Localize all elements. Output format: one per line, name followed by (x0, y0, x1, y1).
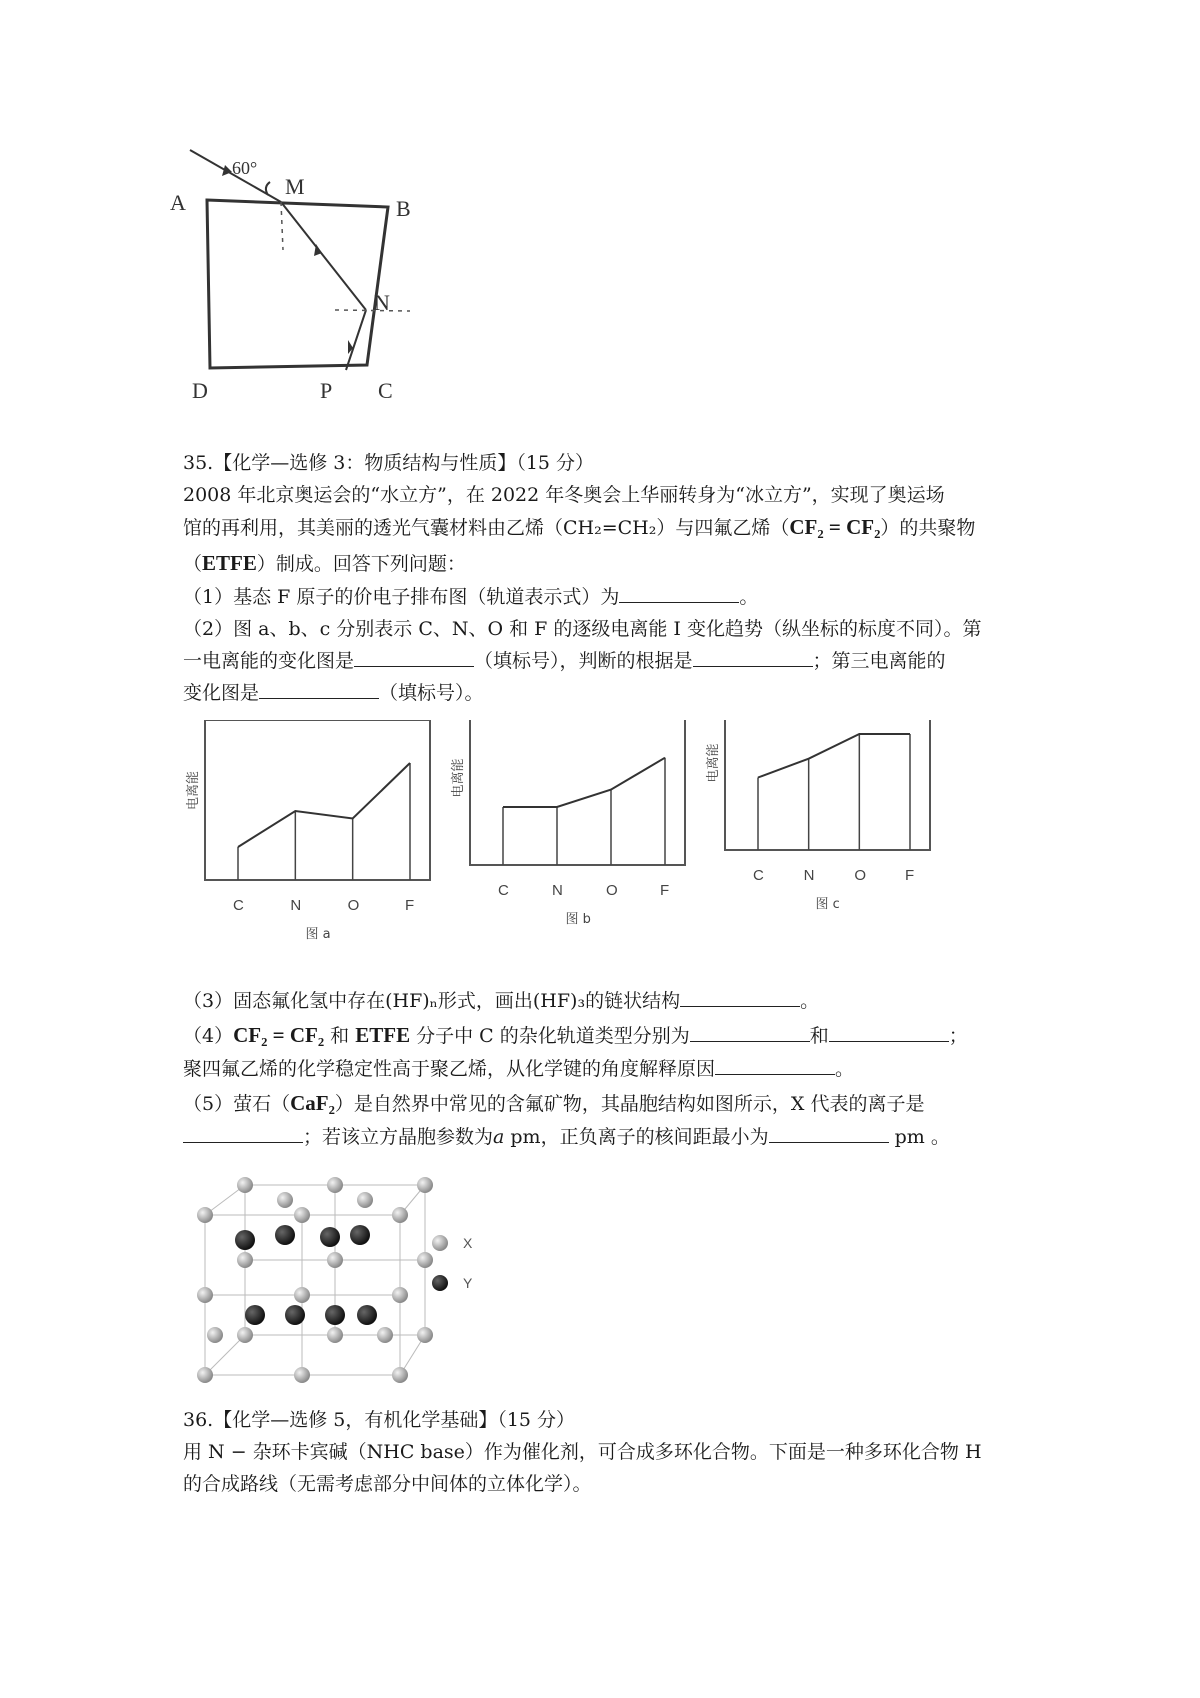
q35-title: 35.【化学—选修 3：物质结构与性质】（15 分） (183, 452, 595, 474)
chart-y-label: 电离能 (186, 770, 201, 810)
answer-blank-3[interactable] (693, 648, 813, 667)
p4-a: （4） (183, 1025, 234, 1047)
q35-part-2-line2 (183, 646, 946, 676)
legend-y-atom (432, 1275, 448, 1291)
p5-2a: ；若该立方晶胞参数为 (303, 1126, 494, 1148)
x-ion (357, 1192, 373, 1208)
p5-a: （5）萤石（ (183, 1093, 291, 1115)
x-ion (327, 1177, 343, 1193)
q35-part-1 (183, 582, 758, 612)
x-ion (197, 1207, 213, 1223)
x-ion (237, 1177, 253, 1193)
chart-series-line (503, 758, 665, 807)
chart-1 (450, 720, 685, 927)
p4-f: 和 (809, 1025, 829, 1047)
y-ion (285, 1305, 305, 1325)
x-ion (294, 1207, 310, 1223)
q35-intro-2c: ）的共聚物 (880, 517, 976, 539)
chart-y-label: 电离能 (706, 743, 721, 783)
x-ion (392, 1207, 408, 1223)
chart-tick-label: N (290, 897, 302, 914)
chart-series-line (238, 763, 410, 847)
chart-tick-label: F (905, 867, 915, 884)
x-ion (277, 1192, 293, 1208)
formula-cf2-b: CF₂ = CF₂ (233, 1023, 325, 1047)
q35-part-2-line1: （2）图 a、b、c 分别表示 C、N、O 和 F 的逐级电离能 I 变化趋势（纵坐标的标度不同）。第 (183, 618, 982, 640)
crystal-structure (185, 1175, 515, 1385)
y-ion (275, 1225, 295, 1245)
formula-cf2: CF₂ = CF₂ (789, 515, 881, 539)
y-ion (357, 1305, 377, 1325)
p3-a: （3）固态氟化氢中存在(HF)ₙ形式，画出(HF)₃的链状结构 (183, 990, 681, 1012)
p1-end: 。 (739, 586, 759, 608)
answer-blank-10[interactable] (769, 1124, 889, 1143)
p2-b: （填标号），判断的根据是 (474, 650, 693, 672)
chart-y-label: 电离能 (451, 758, 466, 798)
optics-figure (170, 140, 450, 440)
x-ion (237, 1252, 253, 1268)
x-ion (207, 1327, 223, 1343)
q35-part-4-line2 (183, 1054, 854, 1084)
answer-blank-6[interactable] (690, 1023, 810, 1042)
q35-intro-3a: （ (183, 553, 203, 575)
p5-2c: pm，正负离子的核间距最小为 (504, 1126, 769, 1148)
y-ion (320, 1227, 340, 1247)
chart-tick-label: O (606, 882, 618, 899)
answer-blank-9[interactable] (183, 1124, 303, 1143)
p4-c: 和 (324, 1025, 356, 1047)
formula-etfe: ETFE (202, 551, 257, 575)
q36-title: 36.【化学—选修 5，有机化学基础】（15 分） (183, 1409, 576, 1431)
label-C: C (378, 378, 393, 403)
q35-part-4 (183, 1020, 968, 1051)
q35-intro-1: 2008 年北京奥运会的“水立方”，在 2022 年冬奥会上华丽转身为“冰立方”，实现了奥运场 (183, 484, 945, 506)
q35-intro-2a: 馆的再利用，其美丽的透光气囊材料由乙烯（CH₂=CH₂）与四氟乙烯（ (183, 517, 790, 539)
chart-tick-label: O (854, 867, 867, 884)
y-ion (245, 1305, 265, 1325)
q36-line1: 用 N − 杂环卡宾碱（NHC base）作为催化剂，可合成多环化合物。下面是一种多环化合物 H (183, 1441, 982, 1463)
x-ion (417, 1327, 433, 1343)
label-B: B (396, 196, 411, 221)
chart-2 (705, 720, 930, 912)
label-P: P (320, 378, 333, 403)
p2-c: ；第三电离能的 (812, 650, 946, 672)
x-ion (294, 1287, 310, 1303)
q35-intro-2 (183, 512, 975, 543)
answer-blank-1[interactable] (619, 584, 739, 603)
q35-part-3 (183, 986, 819, 1016)
p4-e: 分子中 C 的杂化轨道类型分别为 (410, 1025, 690, 1047)
formula-caf2: CaF₂ (290, 1091, 335, 1115)
y-ion (325, 1305, 345, 1325)
answer-blank-8[interactable] (715, 1056, 835, 1075)
p5-c: ）是自然界中常见的含氟矿物，其晶胞结构如图所示，X 代表的离子是 (334, 1093, 925, 1115)
chart-tick-label: N (552, 882, 563, 899)
chart-frame (725, 720, 930, 850)
label-M: M (285, 174, 305, 199)
answer-blank-5[interactable] (680, 988, 800, 1007)
x-ion (197, 1367, 213, 1383)
chart-tick-label: C (498, 882, 509, 899)
label-A: A (170, 190, 186, 215)
p1-text: （1）基态 F 原子的价电子排布图（轨道表示式）为 (183, 586, 620, 608)
angle-label: 60° (232, 158, 258, 178)
legend-y-label: Y (463, 1275, 473, 1291)
q35-part-2-line3 (183, 678, 484, 708)
answer-blank-4[interactable] (259, 680, 379, 699)
p5-2d: pm 。 (888, 1126, 950, 1148)
q36-line2: 的合成路线（无需考虑部分中间体的立体化学）。 (183, 1473, 592, 1495)
legend-x-atom (432, 1235, 448, 1251)
label-D: D (192, 378, 208, 403)
p3-b: 。 (800, 990, 820, 1012)
chart-tick-label: N (803, 867, 815, 884)
chart-tick-label: F (405, 897, 415, 914)
x-ion (417, 1252, 433, 1268)
chart-tick-label: C (753, 867, 764, 884)
x-ion (377, 1327, 393, 1343)
legend-x-label: X (463, 1235, 473, 1251)
y-ion (235, 1230, 255, 1250)
chart-0 (185, 720, 430, 942)
chart-caption: 图 c (815, 897, 840, 912)
x-ion (417, 1177, 433, 1193)
x-ion (327, 1252, 343, 1268)
chart-caption: 图 a (305, 927, 331, 942)
chart-caption: 图 b (565, 912, 591, 927)
p2-a: 一电离能的变化图是 (183, 650, 355, 672)
chart-tick-label: O (347, 897, 360, 914)
p5-2b: a (493, 1126, 505, 1148)
answer-blank-7[interactable] (829, 1023, 949, 1042)
q35-part-5-line2 (183, 1122, 950, 1152)
p4-2b: 。 (835, 1058, 855, 1080)
p4-2a: 聚四氟乙烯的化学稳定性高于聚乙烯，从化学键的角度解释原因 (183, 1058, 716, 1080)
p2-d: 变化图是 (183, 682, 260, 704)
ionization-charts (180, 720, 1040, 970)
p4-g: ； (948, 1025, 968, 1047)
p2-e: （填标号）。 (379, 682, 484, 704)
chart-tick-label: F (660, 882, 670, 899)
answer-blank-2[interactable] (354, 648, 474, 667)
x-ion (294, 1367, 310, 1383)
x-ion (392, 1287, 408, 1303)
x-ion (327, 1327, 343, 1343)
chart-tick-label: C (233, 897, 244, 914)
q35-intro-3 (183, 548, 466, 579)
chart-series-line (758, 734, 910, 778)
formula-etfe-b: ETFE (355, 1023, 411, 1047)
x-ion (197, 1287, 213, 1303)
y-ion (350, 1225, 370, 1245)
label-N: N (374, 290, 390, 315)
x-ion (392, 1367, 408, 1383)
x-ion (237, 1327, 253, 1343)
q35-intro-3c: ）制成。回答下列问题： (256, 553, 466, 575)
q35-part-5 (183, 1088, 924, 1119)
